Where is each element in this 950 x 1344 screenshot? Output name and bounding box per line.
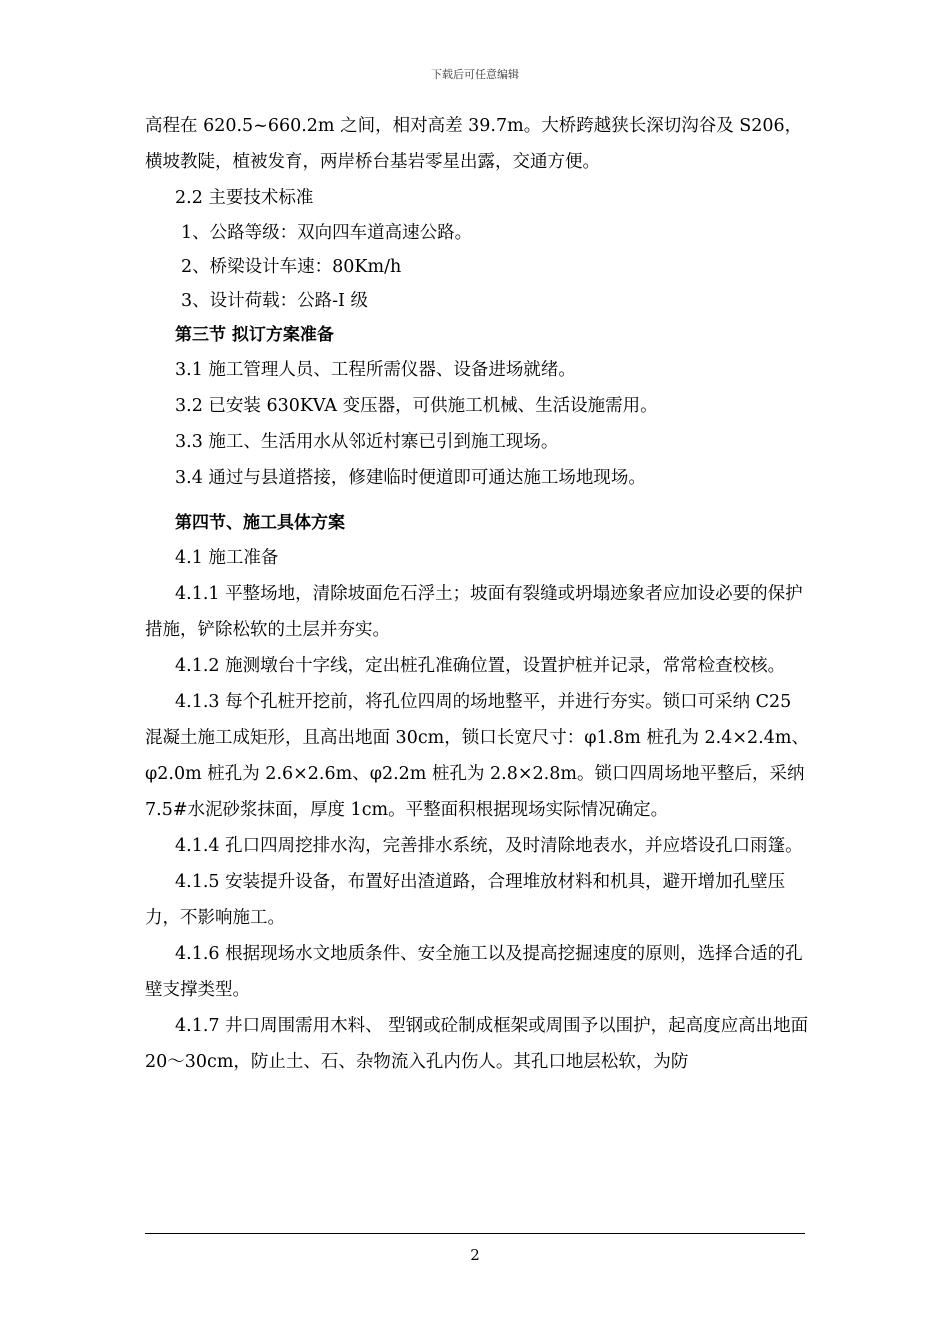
paragraph-3-1: 3.1 施工管理人员、工程所需仪器、设备进场就绪。 <box>175 360 576 380</box>
paragraph-4-1-2: 4.1.2 施测墩台十字线，定出桩孔准确位置，设置护桩并记录，常常检查校核。 <box>175 656 786 676</box>
intro-line-2: 横坡教陡，植被发育，两岸桥台基岩零星出露，交通方便。 <box>145 152 600 172</box>
section-3-heading: 第三节 拟订方案准备 <box>175 325 334 345</box>
paragraph-3-4: 3.4 通过与县道搭接，修建临时便道即可通达施工场地现场。 <box>175 468 646 488</box>
page-header-watermark: 下载后可任意编辑 <box>431 68 519 81</box>
paragraph-4-1-1: 4.1.1 平整场地，清除坡面危石浮土；坡面有裂缝或坍塌迹象者应加设必要的保护措施，铲除松软的土层并夯实。 <box>145 584 803 640</box>
paragraph-4-1-4: 4.1.4 孔口四周挖排水沟，完善排水系统，及时清除地表水，并应塔设孔口雨篷。 <box>175 836 803 856</box>
standard-item-3: 3、设计荷载：公路-I 级 <box>181 291 369 311</box>
standard-item-2: 2、桥梁设计车速：80Km/h <box>181 257 402 277</box>
document-body <box>145 108 810 1080</box>
section-2-2-title: 2.2 主要技术标准 <box>175 188 314 208</box>
section-4-heading: 第四节、施工具体方案 <box>175 513 345 533</box>
footer-divider <box>145 1233 805 1234</box>
paragraph-4-1: 4.1 施工准备 <box>175 548 279 568</box>
paragraph-4-1-6: 4.1.6 根据现场水文地质条件、安全施工以及提高挖掘速度的原则，选择合适的孔壁支撑类型。 <box>145 944 803 1000</box>
paragraph-3-3: 3.3 施工、生活用水从邻近村寨已引到施工现场。 <box>175 432 559 452</box>
intro-line-1: 高程在 620.5~660.2m 之间，相对高差 39.7m。大桥跨越狭长深切沟谷及 S206， <box>145 116 803 136</box>
paragraph-4-1-5: 4.1.5 安装提升设备，布置好出渣道路，合理堆放材料和机具，避开增加孔壁压力，不影响施工。 <box>145 872 786 928</box>
standard-item-1: 1、公路等级：双向四车道高速公路。 <box>181 223 473 243</box>
page-number: 2 <box>470 1246 480 1264</box>
paragraph-4-1-3: 4.1.3 每个孔桩开挖前，将孔位四周的场地整平，并进行夯实。锁口可采纳 C25 混凝土施工成矩形，且高出地面 30cm，锁口长宽尺寸：φ1.8m 桩孔为 2.4×2.4m、φ2.0m 桩孔为 2.6×2.6m、φ2.2m 桩孔为 2.8×2.8m。锁口四周场地平整后，采纳 7.5#水泥砂浆抹面，厚度 1cm。平整面积根据现场实际情况确定。 <box>145 692 809 820</box>
spacer <box>145 496 810 506</box>
paragraph-4-1-7: 4.1.7 井口周围需用木料、 型钢或砼制成框架或周围予以围护，起高度应高出地面 20～30cm，防止土、石、杂物流入孔内伤人。其孔口地层松软，为防 <box>145 1016 809 1072</box>
paragraph-3-2: 3.2 已安装 630KVA 变压器，可供施工机械、生活设施需用。 <box>175 396 658 416</box>
